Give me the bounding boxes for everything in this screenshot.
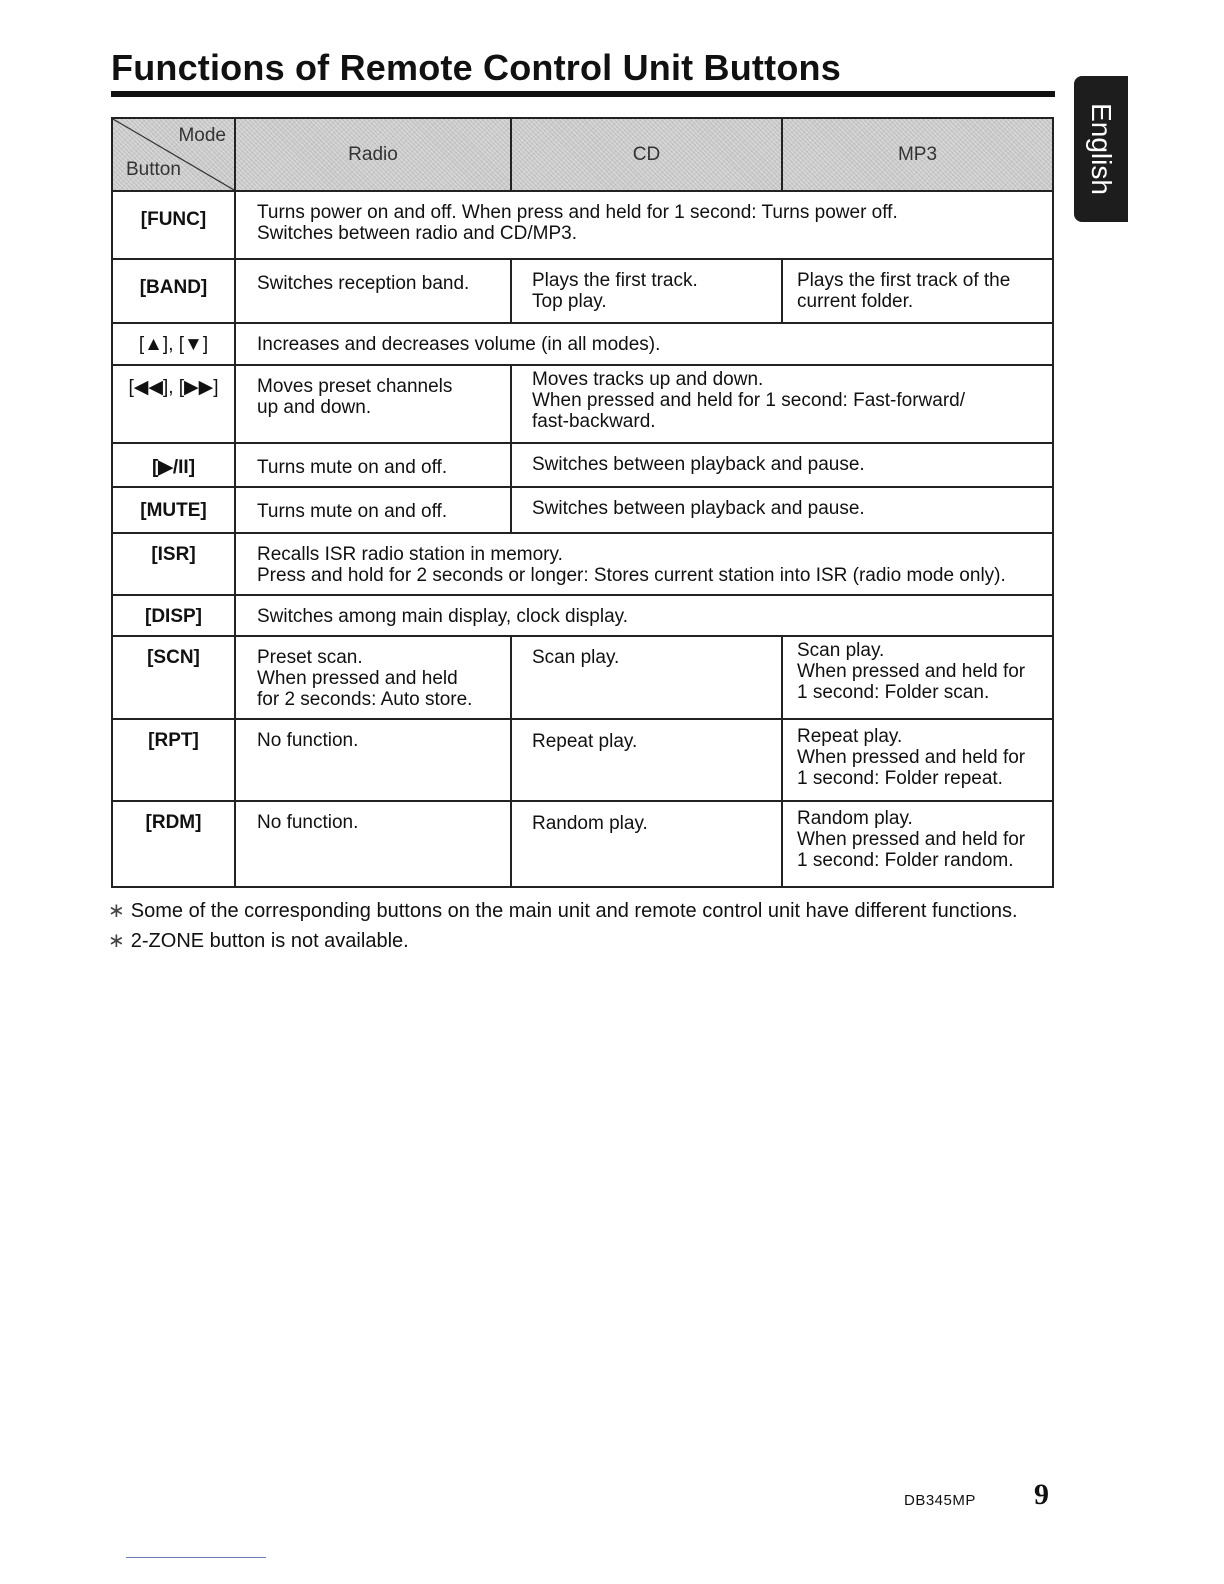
button-func: [FUNC] [112,191,235,259]
band-mp3: Plays the first track of the current folder. [782,259,1053,323]
isr-line-2: Press and hold for 2 seconds or longer: Stores current station into ISR (radio mode only). [257,565,1006,586]
table-row-disp [112,595,1053,636]
header-mp3: MP3 [782,118,1053,191]
volume-all-modes: Increases and decreases volume (in all modes). [235,323,1053,365]
page-title: Functions of Remote Control Unit Buttons [111,47,841,88]
language-tab [1074,76,1128,222]
table-row-mute [112,487,1053,533]
rdm-radio: No function. [235,801,511,887]
button-function-table [111,117,1054,888]
table-row-scn [112,636,1053,719]
footnote-marker: ∗ [108,900,125,922]
table-row-skip [112,365,1053,443]
button-volume-up-down: [▲], [▼] [112,323,235,365]
button-rpt: [RPT] [112,719,235,801]
header-cd: CD [511,118,782,191]
rpt-mp3: Repeat play. When pressed and held for 1 second: Folder repeat. [782,719,1053,801]
func-line-1: Turns power on and off. When press and held for 1 second: Turns power off. [257,202,898,223]
button-mute: [MUTE] [112,487,235,533]
mute-cd-mp3: Switches between playback and pause. [511,487,1053,533]
table-header-row [112,118,1053,191]
rdm-mp3: Random play. When pressed and held for 1 second: Folder random. [782,801,1053,887]
scn-mp3: Scan play. When pressed and held for 1 second: Folder scan. [782,636,1053,719]
scn-radio: Preset scan. When pressed and held for 2 seconds: Auto store. [235,636,511,719]
header-mode-label: Mode [178,125,226,146]
skip-cd-mp3: Moves tracks up and down. When pressed and held for 1 second: Fast-forward/ fast-backward. [511,365,1053,443]
footnotes [108,896,1018,956]
header-button-label: Button [126,159,181,180]
footnote-marker: ∗ [108,930,125,952]
play-radio: Turns mute on and off. [235,443,511,487]
table-row-play-pause [112,443,1053,487]
header-mode-button-corner [112,118,235,191]
rpt-cd: Repeat play. [511,719,782,801]
table-row-rdm [112,801,1053,887]
button-disp: [DISP] [112,595,235,636]
isr-all-modes [235,533,1053,595]
band-cd: Plays the first track. Top play. [511,259,782,323]
button-scn: [SCN] [112,636,235,719]
footnote-2 [108,926,1018,956]
func-all-modes [235,191,1053,259]
table-row-isr [112,533,1053,595]
table-row-band [112,259,1053,323]
header-radio: Radio [235,118,511,191]
scn-cd: Scan play. [511,636,782,719]
mute-radio: Turns mute on and off. [235,487,511,533]
page-number: 9 [1034,1478,1049,1511]
button-band: [BAND] [112,259,235,323]
disp-all-modes: Switches among main display, clock display. [235,595,1053,636]
rpt-radio: No function. [235,719,511,801]
model-number: DB345MP [904,1492,976,1509]
func-line-2: Switches between radio and CD/MP3. [257,223,577,244]
rdm-cd: Random play. [511,801,782,887]
button-isr: [ISR] [112,533,235,595]
footnote-1-text: Some of the corresponding buttons on the main unit and remote control unit have different functions. [130,900,1018,922]
isr-line-1: Recalls ISR radio station in memory. [257,544,563,565]
language-tab-label: English [1086,103,1117,195]
table-row-rpt [112,719,1053,801]
band-radio: Switches reception band. [235,259,511,323]
button-rdm: [RDM] [112,801,235,887]
footnote-2-text: 2-ZONE button is not available. [130,930,409,952]
skip-radio: Moves preset channels up and down. [235,365,511,443]
title-rule [111,91,1055,97]
button-skip: [◀◀], [▶▶] [112,365,235,443]
play-cd-mp3: Switches between playback and pause. [511,443,1053,487]
table-row-volume [112,323,1053,365]
footnote-1 [108,896,1018,926]
button-play-pause: [▶/II] [112,443,235,487]
table-row-func [112,191,1053,259]
footer-rule [126,1557,266,1558]
